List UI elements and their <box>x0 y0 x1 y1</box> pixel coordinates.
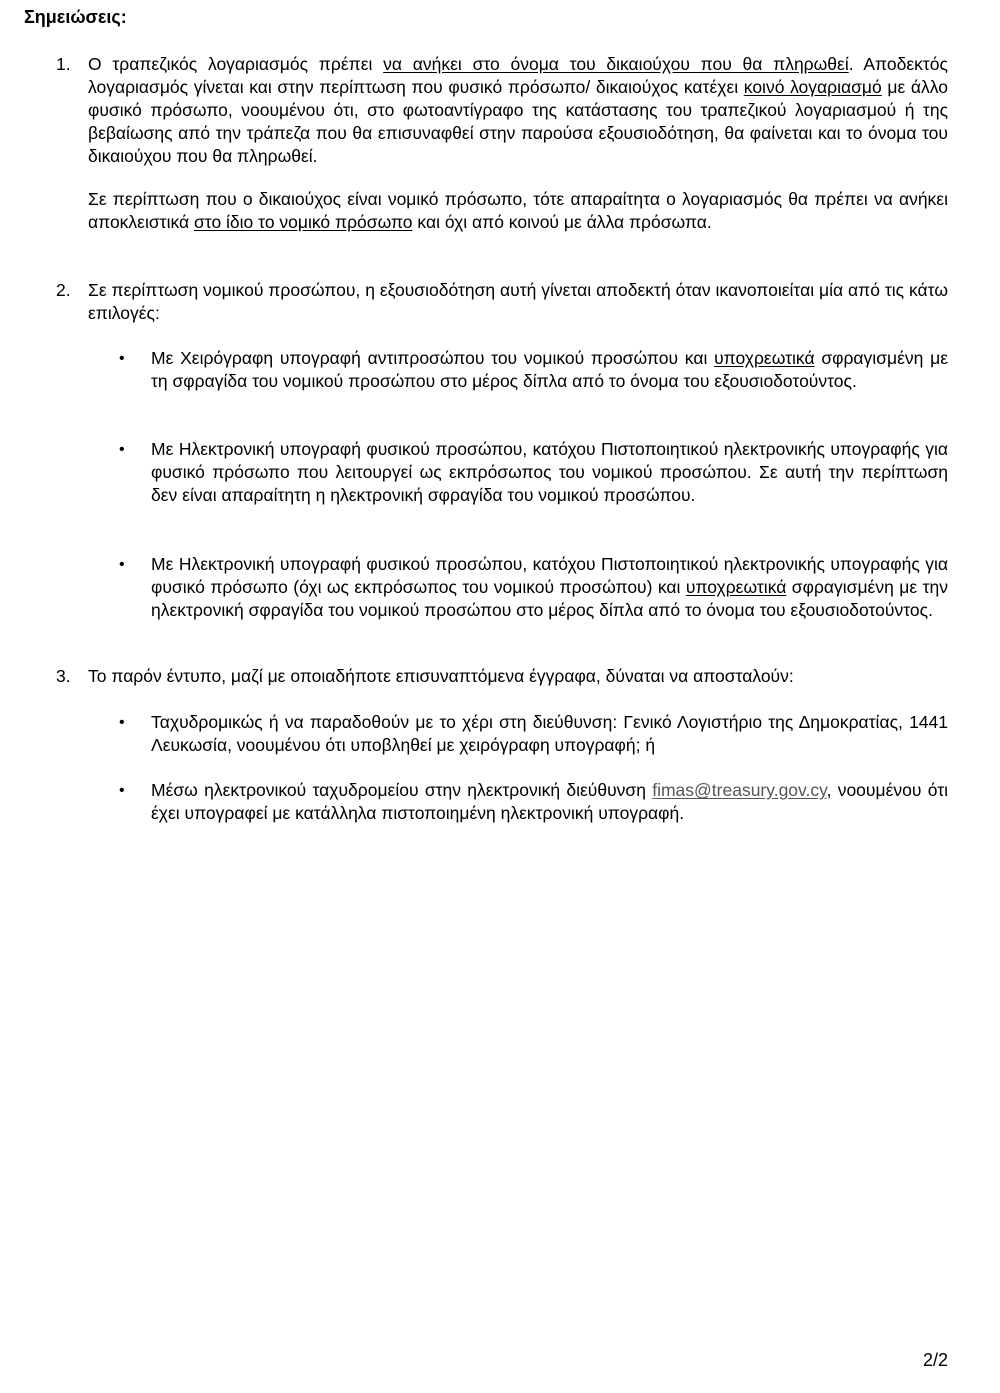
note-3-option-2 <box>151 779 948 825</box>
text: σφραγισμένη με την ηλεκτρονική σφραγίδα του νομικού προσώπου στο μέρος δίπλα από το όνομα του εξουσιοδοτούντος. <box>151 577 948 620</box>
note-1-number: 1. <box>56 54 71 74</box>
text: με άλλο φυσικό πρόσωπο, νοουμένου ότι, στο φωτοαντίγραφο της κατάστασης του τραπεζικού λογαριασμού ή της βεβαίωσης από την τράπεζα που θα επισυναφθεί στην παρούσα εξουσιοδότηση, θα φαίνεται και το όνομα του δικαιούχου που θα πληρωθεί. <box>88 77 948 166</box>
text: Ο τραπεζικός λογαριασμός πρέπει <box>88 54 384 74</box>
text: . Αποδεκτός λογαριασμός γίνεται και στην περίπτωση που φυσικό πρόσωπο/ δικαιούχος κατέχει <box>88 54 948 97</box>
text: Μέσω ηλεκτρονικού ταχυδρομείου στην ηλεκτρονική διεύθυνση <box>151 780 653 800</box>
note-1-paragraph-2 <box>88 188 948 234</box>
email-link[interactable]: fimas@treasury.gov.cy <box>652 780 827 800</box>
note-2-option-2: Με Ηλεκτρονική υπογραφή φυσικού προσώπου, κατόχου Πιστοποιητικού ηλεκτρονικής υπογραφής για φυσικό πρόσωπο που λειτουργεί ως εκπρόσωπος του νομικού προσώπου. Σε αυτή την περίπτωση δεν είναι απαραίτητη η ηλεκτρονική σφραγίδα του νομικού προσώπου. <box>151 439 948 505</box>
bullet-icon: • <box>119 556 125 573</box>
bullet-icon: • <box>119 441 125 458</box>
note-2-number: 2. <box>56 280 71 300</box>
note-1-paragraph-1 <box>88 53 948 168</box>
text: σφραγισμένη με τη σφραγίδα του νομικού προσώπου στο μέρος δίπλα από το όνομα του εξουσιοδοτούντος. <box>151 348 948 391</box>
underlined-text: να ανήκει στο όνομα του δικαιούχου που θα πληρωθεί <box>383 54 849 74</box>
note-2-intro: Σε περίπτωση νομικού προσώπου, η εξουσιοδότηση αυτή γίνεται αποδεκτή όταν ικανοποιείται μία από τις κάτω επιλογές: <box>88 280 948 323</box>
note-2-option-1 <box>151 347 948 393</box>
notes-heading: Σημειώσεις: <box>24 7 127 27</box>
note-3-number: 3. <box>56 666 71 686</box>
text: , νοουμένου ότι έχει υπογραφεί με κατάλληλα πιστοποιημένη ηλεκτρονική υπογραφή. <box>151 780 948 823</box>
underlined-text: υποχρεωτικά <box>685 577 787 597</box>
underlined-text: υποχρεωτικά <box>714 348 815 368</box>
note-3-option-1: Ταχυδρομικώς ή να παραδοθούν με το χέρι στη διεύθυνση: Γενικό Λογιστήριο της Δημοκρατίας, 1441 Λευκωσία, νοουμένου ότι υποβληθεί με χειρόγραφη υπογραφή; ή <box>151 712 948 755</box>
text: και όχι από κοινού με άλλα πρόσωπα. <box>412 212 712 232</box>
note-2-option-3 <box>151 553 948 622</box>
underlined-text: στο ίδιο το νομικό πρόσωπο <box>193 212 413 232</box>
text: Με Χειρόγραφη υπογραφή αντιπροσώπου του νομικού προσώπου και <box>151 348 715 368</box>
text: Σε περίπτωση που ο δικαιούχος είναι νομικό πρόσωπο, τότε απαραίτητα ο λογαριασμός θα πρέπει να ανήκει αποκλειστικά <box>88 189 948 232</box>
bullet-icon: • <box>119 350 125 367</box>
note-3-intro: Το παρόν έντυπο, μαζί με οποιαδήποτε επισυναπτόμενα έγγραφα, δύναται να αποσταλούν: <box>88 666 794 686</box>
underlined-text: κοινό λογαριασμό <box>743 77 882 97</box>
bullet-icon: • <box>119 782 125 799</box>
text: Με Ηλεκτρονική υπογραφή φυσικού προσώπου, κατόχου Πιστοποιητικού ηλεκτρονικής υπογραφής για φυσικό πρόσωπο (όχι ως εκπρόσωπος του νομικού προσώπου) και <box>151 554 948 597</box>
bullet-icon: • <box>119 714 125 731</box>
page-number: 2/2 <box>922 1350 948 1370</box>
